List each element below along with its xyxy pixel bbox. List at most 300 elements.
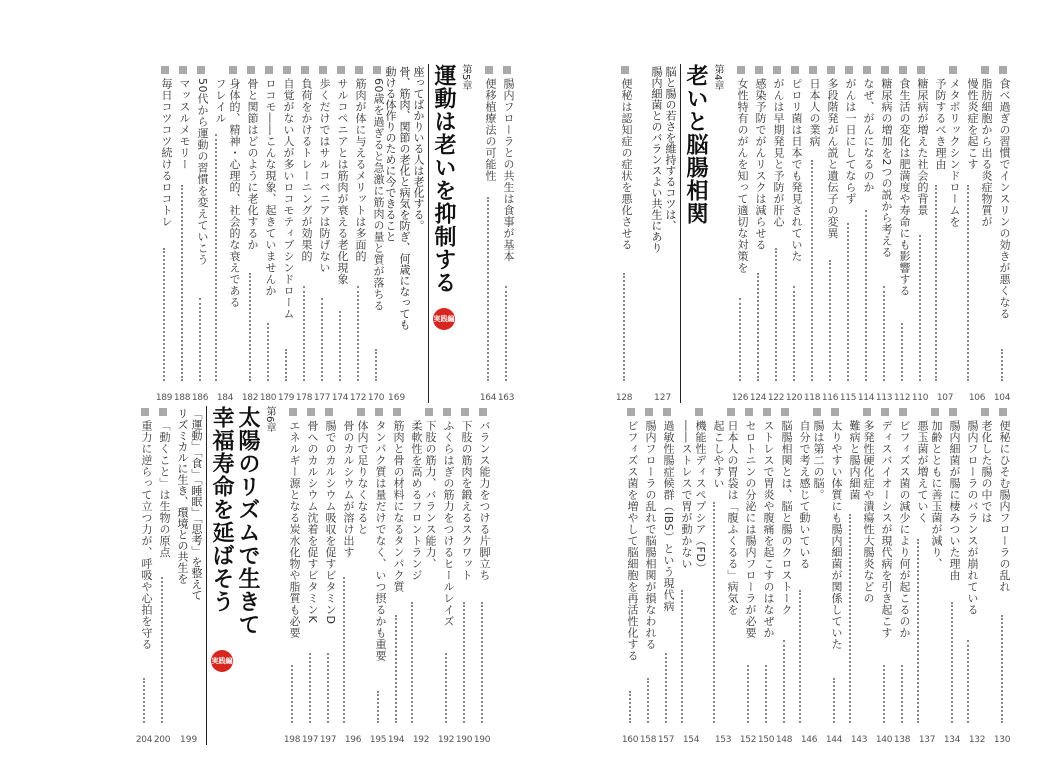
bullet-square-icon bbox=[247, 66, 255, 74]
leader-dots bbox=[647, 678, 649, 723]
toc-entry-title: がんは早期発見と予防が肝心 bbox=[772, 78, 785, 228]
bullet-square-icon bbox=[357, 408, 365, 416]
toc-entry[interactable] bbox=[912, 400, 942, 745]
toc-entry[interactable] bbox=[332, 58, 348, 403]
toc-entry[interactable] bbox=[284, 400, 300, 745]
toc-entry-title: 便秘にひそむ腸内フローラの乱れ bbox=[998, 420, 1011, 593]
toc-entry-title: 筋肉と骨の材料になるタンパク質 bbox=[392, 420, 405, 593]
toc-entry[interactable] bbox=[658, 400, 674, 745]
toc-entry-title: タンパク質は量だけでなく、いつ摂るかも重要 bbox=[374, 420, 387, 662]
bullet-square-icon bbox=[917, 66, 925, 74]
toc-entry[interactable] bbox=[338, 400, 368, 745]
bullet-square-icon bbox=[645, 408, 653, 416]
toc-entry[interactable] bbox=[844, 400, 874, 745]
leader-dots bbox=[757, 273, 759, 381]
page-number: 174 bbox=[331, 393, 349, 403]
toc-entry-title: 重力に逆らって立つ力が、呼吸や心拍を守る bbox=[140, 420, 153, 650]
leader-dots bbox=[849, 514, 851, 723]
bullet-square-icon bbox=[393, 408, 401, 416]
toc-entry-title: 便秘は認知症の症状を悪化させる bbox=[620, 78, 633, 251]
leader-dots bbox=[951, 602, 953, 723]
leader-dots bbox=[327, 653, 329, 723]
toc-entry-title: 加齢とともに善玉菌が減り、 bbox=[930, 420, 943, 570]
bullet-square-icon bbox=[695, 408, 703, 416]
toc-entry[interactable] bbox=[768, 58, 784, 403]
leader-dots bbox=[285, 349, 287, 381]
page-number: 182 bbox=[241, 393, 259, 403]
toc-entry-title: ――ストレスで胃が動かない bbox=[680, 420, 693, 570]
page-number: 112 bbox=[893, 393, 911, 403]
leader-dots bbox=[411, 602, 413, 723]
bullet-square-icon bbox=[863, 66, 871, 74]
toc-entry-title: ピロリ菌は日本でも発見されていた bbox=[790, 78, 803, 262]
toc-entry-title: 糖尿病が増えた社会的背景 bbox=[916, 78, 929, 216]
toc-entry-title: 体内で足りなくなると bbox=[356, 420, 369, 535]
toc-entry[interactable] bbox=[320, 400, 336, 745]
bullet-square-icon bbox=[791, 66, 799, 74]
toc-entry-title: 太りやすい体質にも腸内細菌が関係していた bbox=[830, 420, 843, 650]
bullet-square-icon bbox=[159, 408, 167, 416]
chapter-description: 動ける体作りのために今できること bbox=[384, 66, 397, 242]
bullet-square-icon bbox=[809, 66, 817, 74]
toc-entry[interactable] bbox=[278, 58, 294, 403]
chapter-rule bbox=[680, 64, 681, 403]
toc-entry[interactable] bbox=[962, 400, 992, 745]
page-number: 154 bbox=[682, 735, 700, 745]
leader-dots bbox=[783, 640, 785, 723]
leader-dots bbox=[395, 615, 397, 723]
toc-entry[interactable] bbox=[622, 400, 638, 745]
toc-entry-title: 柔軟性を高めるフロントランジ bbox=[410, 420, 423, 581]
toc-entry-title: 腸でのカルシウム吸収を促すビタミンD bbox=[324, 420, 337, 625]
toc-entry-title: 負荷をかけるトレーニングが効果的 bbox=[300, 78, 313, 262]
page-number: 106 bbox=[968, 393, 986, 403]
bullet-square-icon bbox=[827, 66, 835, 74]
toc-entry[interactable] bbox=[406, 400, 436, 745]
toc-entry-title: 多段階発がん説と遺伝子の変異 bbox=[826, 78, 839, 239]
bullet-square-icon bbox=[301, 66, 309, 74]
page-number: 144 bbox=[825, 735, 843, 745]
page-number: 177 bbox=[313, 393, 331, 403]
toc-entry[interactable] bbox=[474, 400, 490, 745]
toc-entry[interactable] bbox=[994, 400, 1010, 745]
toc-block-chapter-4 bbox=[586, 58, 1010, 403]
toc-entry-title: 腸内フローラのバランスが崩れている bbox=[966, 420, 979, 616]
chapter-description: 腸内細菌とのバランスよい共生にあり bbox=[650, 66, 663, 253]
leader-dots bbox=[623, 273, 625, 381]
toc-entry[interactable] bbox=[858, 58, 874, 403]
chapter-description: 骨、筋肉、関節の老化と病気を防ぎ、何歳になっても bbox=[398, 66, 411, 330]
page-number: 198 bbox=[283, 735, 301, 745]
toc-entry[interactable] bbox=[302, 400, 318, 745]
chapter-heading[interactable] bbox=[176, 400, 276, 745]
page-number: 153 bbox=[714, 735, 732, 745]
bullet-square-icon bbox=[265, 66, 273, 74]
leader-dots bbox=[377, 691, 379, 723]
toc-entry[interactable] bbox=[616, 58, 632, 403]
toc-block-chapter-4-cont bbox=[560, 400, 1010, 745]
toc-entry-title: 老化した腸の中では bbox=[980, 420, 993, 524]
page-number: 137 bbox=[918, 735, 936, 745]
bullet-square-icon bbox=[899, 408, 907, 416]
page-number: 127 bbox=[654, 393, 672, 403]
toc-entry-title: 50代から運動の習慣を変えていこう bbox=[196, 78, 209, 266]
toc-entry-title: ビフィズス菌の減少により何が起こるのか bbox=[898, 420, 911, 639]
leader-dots bbox=[481, 602, 483, 723]
page-number: 192 bbox=[412, 735, 430, 745]
toc-entry-title: 60歳を過ぎると急激に筋肉の量と質が落ちる bbox=[372, 78, 385, 312]
bullet-square-icon bbox=[319, 66, 327, 74]
leader-dots bbox=[901, 323, 903, 381]
bullet-square-icon bbox=[981, 408, 989, 416]
toc-entry[interactable] bbox=[740, 400, 756, 745]
toc-entry[interactable] bbox=[438, 400, 454, 745]
toc-entry[interactable] bbox=[154, 400, 170, 745]
bullet-square-icon bbox=[373, 66, 381, 74]
chapter-title: 老いと脳腸相関 bbox=[683, 64, 709, 225]
bullet-square-icon bbox=[461, 408, 469, 416]
bullet-square-icon bbox=[325, 408, 333, 416]
bullet-square-icon bbox=[289, 408, 297, 416]
bullet-square-icon bbox=[949, 408, 957, 416]
leader-dots bbox=[357, 286, 359, 381]
page-number: 113 bbox=[875, 393, 893, 403]
page-number: 134 bbox=[943, 735, 961, 745]
toc-entry[interactable] bbox=[786, 58, 802, 403]
toc-entry-title: 便移植療法の可能性 bbox=[484, 78, 497, 182]
toc-entry-title: 下肢の筋肉を鍛えるスクワット bbox=[460, 420, 473, 581]
page-number: 190 bbox=[473, 735, 491, 745]
toc-entry[interactable] bbox=[840, 58, 856, 403]
chapter-title: 幸福寿命を延ばそう bbox=[209, 406, 235, 613]
toc-entry[interactable] bbox=[826, 400, 842, 745]
page-number: 178 bbox=[295, 393, 313, 403]
chapter-rule bbox=[428, 64, 429, 403]
leader-dots bbox=[339, 311, 341, 381]
toc-entry[interactable] bbox=[732, 58, 748, 403]
page-number: 197 bbox=[301, 735, 319, 745]
toc-entry-title: マッスルメモリー bbox=[178, 78, 191, 170]
leader-dots bbox=[629, 691, 631, 723]
chapter-title: 運動は老いを抑制する bbox=[431, 64, 457, 294]
leader-dots bbox=[799, 590, 801, 723]
toc-entry[interactable] bbox=[708, 400, 738, 745]
page-number: 110 bbox=[911, 393, 929, 403]
toc-entry-title: 腸内フローラの乱れで脳腸相関が損なわれる bbox=[644, 420, 657, 650]
leader-dots bbox=[505, 286, 507, 381]
leader-dots bbox=[967, 185, 969, 381]
leader-dots bbox=[765, 665, 767, 723]
bullet-square-icon bbox=[949, 66, 957, 74]
page-number: 138 bbox=[893, 735, 911, 745]
toc-block-chapter-5 bbox=[30, 58, 514, 403]
toc-entry-title: バランス能力をつける片脚立ち bbox=[478, 420, 491, 581]
toc-entry[interactable] bbox=[314, 58, 330, 403]
bullet-square-icon bbox=[283, 66, 291, 74]
toc-entry[interactable] bbox=[994, 58, 1010, 403]
toc-entry[interactable] bbox=[192, 58, 208, 403]
bullet-square-icon bbox=[831, 408, 839, 416]
toc-entry-title: ふくらはぎの筋力をつけるヒールレイズ bbox=[442, 420, 455, 627]
page-number: 124 bbox=[749, 393, 767, 403]
toc-entry[interactable] bbox=[136, 400, 152, 745]
leader-dots bbox=[917, 539, 919, 723]
leader-dots bbox=[739, 298, 741, 381]
bullet-square-icon bbox=[197, 66, 205, 74]
leader-dots bbox=[793, 286, 795, 381]
page-number: 152 bbox=[739, 735, 757, 745]
toc-entry-title: エネルギー源となる炭水化物や脂質も必要 bbox=[288, 420, 301, 639]
leader-dots bbox=[1001, 349, 1003, 381]
toc-entry[interactable] bbox=[894, 58, 910, 403]
chapter-description: 「運動」「食」「睡眠」「思考」を整えて bbox=[190, 408, 203, 601]
page-number: 197 bbox=[319, 735, 337, 745]
page-number: 140 bbox=[875, 735, 893, 745]
page-number: 118 bbox=[803, 393, 821, 403]
toc-entry[interactable] bbox=[456, 400, 472, 745]
bullet-square-icon bbox=[763, 408, 771, 416]
toc-entry-title: ビフィズス菌を増やして脳細胞を再活性化する bbox=[626, 420, 639, 662]
toc-entry[interactable] bbox=[804, 58, 820, 403]
toc-entry-title: 骨へのカルシウム沈着を促すビタミンK bbox=[306, 420, 319, 624]
page-number: 189 bbox=[155, 393, 173, 403]
leader-dots bbox=[967, 640, 969, 723]
bullet-square-icon bbox=[981, 66, 989, 74]
page-number: 148 bbox=[775, 735, 793, 745]
chapter-description: 座ってばかりいる人は老化する。 bbox=[412, 66, 425, 231]
page-number: 128 bbox=[615, 393, 633, 403]
page-number: 170 bbox=[367, 393, 385, 403]
chapter-heading[interactable] bbox=[638, 58, 724, 403]
chapter-rule bbox=[206, 406, 207, 745]
toc-entry[interactable] bbox=[676, 400, 706, 745]
leader-dots bbox=[935, 185, 937, 381]
leader-dots bbox=[747, 665, 749, 723]
toc-entry-title: 自分で考え感じて動いている bbox=[798, 420, 811, 570]
page-number: 115 bbox=[839, 393, 857, 403]
bullet-square-icon bbox=[881, 408, 889, 416]
toc-entry-title: 起こしやすい bbox=[712, 420, 725, 489]
chapter-number: 第4章 bbox=[712, 64, 723, 91]
toc-entry[interactable] bbox=[174, 58, 190, 403]
page-number: 114 bbox=[857, 393, 875, 403]
bullet-square-icon bbox=[485, 66, 493, 74]
toc-entry[interactable] bbox=[370, 400, 386, 745]
toc-entry-title: 腸内フローラとの共生は食事が基本 bbox=[502, 78, 515, 262]
toc-entry[interactable] bbox=[794, 400, 824, 745]
toc-entry-title: 自覚がない人が多いロコモティブシンドローム bbox=[282, 78, 295, 320]
bullet-square-icon bbox=[727, 408, 735, 416]
page-number: 132 bbox=[968, 735, 986, 745]
toc-entry[interactable] bbox=[750, 58, 766, 403]
toc-entry[interactable] bbox=[210, 58, 240, 403]
leader-dots bbox=[163, 248, 165, 381]
leader-dots bbox=[713, 502, 715, 723]
bullet-square-icon bbox=[999, 408, 1007, 416]
chapter-heading[interactable] bbox=[384, 58, 472, 403]
bullet-square-icon bbox=[621, 66, 629, 74]
toc-block-chapter-6 bbox=[30, 400, 490, 745]
bullet-square-icon bbox=[337, 66, 345, 74]
toc-entry-title: 骨と関節はどのように老化するか bbox=[246, 78, 259, 251]
bullet-square-icon bbox=[425, 408, 433, 416]
page-number: 179 bbox=[277, 393, 295, 403]
toc-entry-title: 腸内細菌が腸に棲みついた理由 bbox=[948, 420, 961, 581]
page-number: 172 bbox=[349, 393, 367, 403]
toc-entry[interactable] bbox=[930, 58, 960, 403]
toc-entry-title: 腸は第二の脳。 bbox=[812, 420, 825, 501]
toc-entry[interactable] bbox=[368, 58, 384, 403]
page-number: 130 bbox=[993, 735, 1011, 745]
bullet-square-icon bbox=[161, 66, 169, 74]
leader-dots bbox=[161, 577, 163, 723]
page-number: 186 bbox=[191, 393, 209, 403]
toc-entry-title: フレイル bbox=[214, 78, 227, 124]
bullet-square-icon bbox=[141, 408, 149, 416]
toc-entry-title: 身体的、精神・心理的、社会的な衰えである bbox=[228, 78, 241, 308]
toc-entry-title: 慢性炎症を起こす bbox=[966, 78, 979, 170]
toc-entry-title: 感染予防でがんリスクは減らせる bbox=[754, 78, 767, 251]
bullet-square-icon bbox=[881, 66, 889, 74]
leader-dots bbox=[181, 185, 183, 381]
toc-entry-title: 脂肪細胞から出る炎症物質が bbox=[980, 78, 993, 228]
leader-dots bbox=[487, 197, 489, 381]
leader-dots bbox=[143, 678, 145, 723]
toc-entry-title: 糖尿病の増加を2つの説から考える bbox=[880, 78, 893, 258]
page-number: 104 bbox=[993, 393, 1011, 403]
toc-entry-title: 脳腸相関とは、脳と腸のクロストーク bbox=[780, 420, 793, 616]
page-number: 195 bbox=[369, 735, 387, 745]
toc-entry[interactable] bbox=[894, 400, 910, 745]
page-number: 107 bbox=[936, 393, 954, 403]
chapter-number: 第5章 bbox=[460, 64, 471, 91]
page-number: 199 bbox=[180, 735, 198, 745]
leader-dots bbox=[463, 602, 465, 723]
bullet-square-icon bbox=[375, 408, 383, 416]
toc-entry-title: 女性特有のがんを知って適切な対策を bbox=[736, 78, 749, 274]
leader-dots bbox=[811, 160, 813, 381]
page-number: 184 bbox=[216, 393, 234, 403]
bullet-square-icon bbox=[479, 408, 487, 416]
page-number: 120 bbox=[785, 393, 803, 403]
toc-entry-title: 悪玉菌が増えていく bbox=[916, 420, 929, 524]
toc-entry[interactable] bbox=[876, 400, 892, 745]
toc-entry[interactable] bbox=[876, 58, 892, 403]
bullet-square-icon bbox=[745, 408, 753, 416]
chapter-title: 太陽のリズムで生きて bbox=[235, 406, 261, 636]
leader-dots bbox=[303, 286, 305, 381]
toc-entry[interactable] bbox=[388, 400, 404, 745]
toc-entry-title: 過敏性腸症候群（IBS）という現代病 bbox=[662, 420, 675, 612]
page-number: 196 bbox=[344, 735, 362, 745]
leader-dots bbox=[865, 210, 867, 381]
toc-entry[interactable] bbox=[480, 58, 496, 403]
leader-dots bbox=[199, 298, 201, 381]
bullet-square-icon bbox=[307, 408, 315, 416]
toc-entry-title: なぜ、がんになるのか bbox=[862, 78, 875, 193]
leader-dots bbox=[829, 260, 831, 381]
practice-badge: 実践編 bbox=[211, 650, 233, 672]
bullet-square-icon bbox=[503, 66, 511, 74]
leader-dots bbox=[215, 134, 217, 381]
toc-entry[interactable] bbox=[962, 58, 992, 403]
leader-dots bbox=[375, 349, 377, 381]
chapter-description: 脳と腸の若さを維持するコツは、 bbox=[664, 66, 677, 231]
leader-dots bbox=[249, 273, 251, 381]
page-number: 194 bbox=[387, 735, 405, 745]
leader-dots bbox=[883, 286, 885, 381]
toc-entry[interactable] bbox=[640, 400, 656, 745]
toc-entry[interactable] bbox=[758, 400, 774, 745]
toc-entry-title: 歩くだけではサルコペニアは防げない bbox=[318, 78, 331, 274]
toc-entry-title: 下肢の筋力、バランス能力、 bbox=[424, 420, 437, 570]
leader-dots bbox=[665, 653, 667, 723]
toc-entry-title: ロコモ――こんな現象、起きていませんか bbox=[264, 78, 277, 297]
toc-entry[interactable] bbox=[296, 58, 312, 403]
toc-entry-title: がんは一日にしてならず bbox=[844, 78, 857, 205]
page-number: 190 bbox=[455, 735, 473, 745]
page-number: 180 bbox=[259, 393, 277, 403]
leader-dots bbox=[309, 653, 311, 723]
leader-dots bbox=[291, 665, 293, 723]
bullet-square-icon bbox=[999, 66, 1007, 74]
toc-entry-title: セロトニンの分泌には腸内フローラが必要 bbox=[744, 420, 757, 639]
bullet-square-icon bbox=[627, 408, 635, 416]
toc-entry[interactable] bbox=[156, 58, 172, 403]
bullet-square-icon bbox=[229, 66, 237, 74]
page-number: 169 bbox=[388, 393, 406, 403]
page-number: 143 bbox=[850, 735, 868, 745]
bullet-square-icon bbox=[931, 408, 939, 416]
toc-entry[interactable] bbox=[944, 400, 960, 745]
toc-entry-title: 筋肉が体に与えるメリットは多面的 bbox=[354, 78, 367, 262]
bullet-square-icon bbox=[443, 408, 451, 416]
leader-dots bbox=[901, 665, 903, 723]
bullet-square-icon bbox=[773, 66, 781, 74]
practice-badge: 実践編 bbox=[433, 308, 455, 330]
bullet-square-icon bbox=[899, 66, 907, 74]
toc-entry[interactable] bbox=[350, 58, 366, 403]
toc-entry-title: 予防するべき理由 bbox=[934, 78, 947, 170]
bullet-square-icon bbox=[845, 66, 853, 74]
leader-dots bbox=[833, 678, 835, 723]
toc-entry-title: 多発性硬化症や潰瘍性大腸炎などの bbox=[862, 420, 875, 604]
page-number: 158 bbox=[639, 735, 657, 745]
toc-entry-title: サルコペニアとは筋肉が衰える老化現象 bbox=[336, 78, 349, 285]
page-number: 163 bbox=[497, 393, 515, 403]
toc-entry-title: メタボリックシンドロームを bbox=[948, 78, 961, 228]
toc-entry[interactable] bbox=[912, 58, 928, 403]
bullet-square-icon bbox=[755, 66, 763, 74]
bullet-square-icon bbox=[355, 66, 363, 74]
bullet-square-icon bbox=[863, 408, 871, 416]
toc-entry[interactable] bbox=[822, 58, 838, 403]
toc-entry[interactable] bbox=[242, 58, 258, 403]
toc-entry-title: 難病と腸内細菌 bbox=[848, 420, 861, 501]
toc-entry-title: 食生活の変化は肥満度や寿命にも影響する bbox=[898, 78, 911, 297]
toc-entry-title: 骨のカルシウムが溶け出す bbox=[342, 420, 355, 558]
leader-dots bbox=[343, 577, 345, 723]
bullet-square-icon bbox=[813, 408, 821, 416]
toc-entry[interactable] bbox=[776, 400, 792, 745]
toc-entry-title: ストレスで胃炎や腹痛を起こすのはなぜか bbox=[762, 420, 775, 639]
bullet-square-icon bbox=[737, 66, 745, 74]
toc-entry[interactable] bbox=[498, 58, 514, 403]
bullet-square-icon bbox=[179, 66, 187, 74]
toc-entry[interactable] bbox=[260, 58, 276, 403]
page-number: 126 bbox=[731, 393, 749, 403]
bullet-square-icon bbox=[781, 408, 789, 416]
